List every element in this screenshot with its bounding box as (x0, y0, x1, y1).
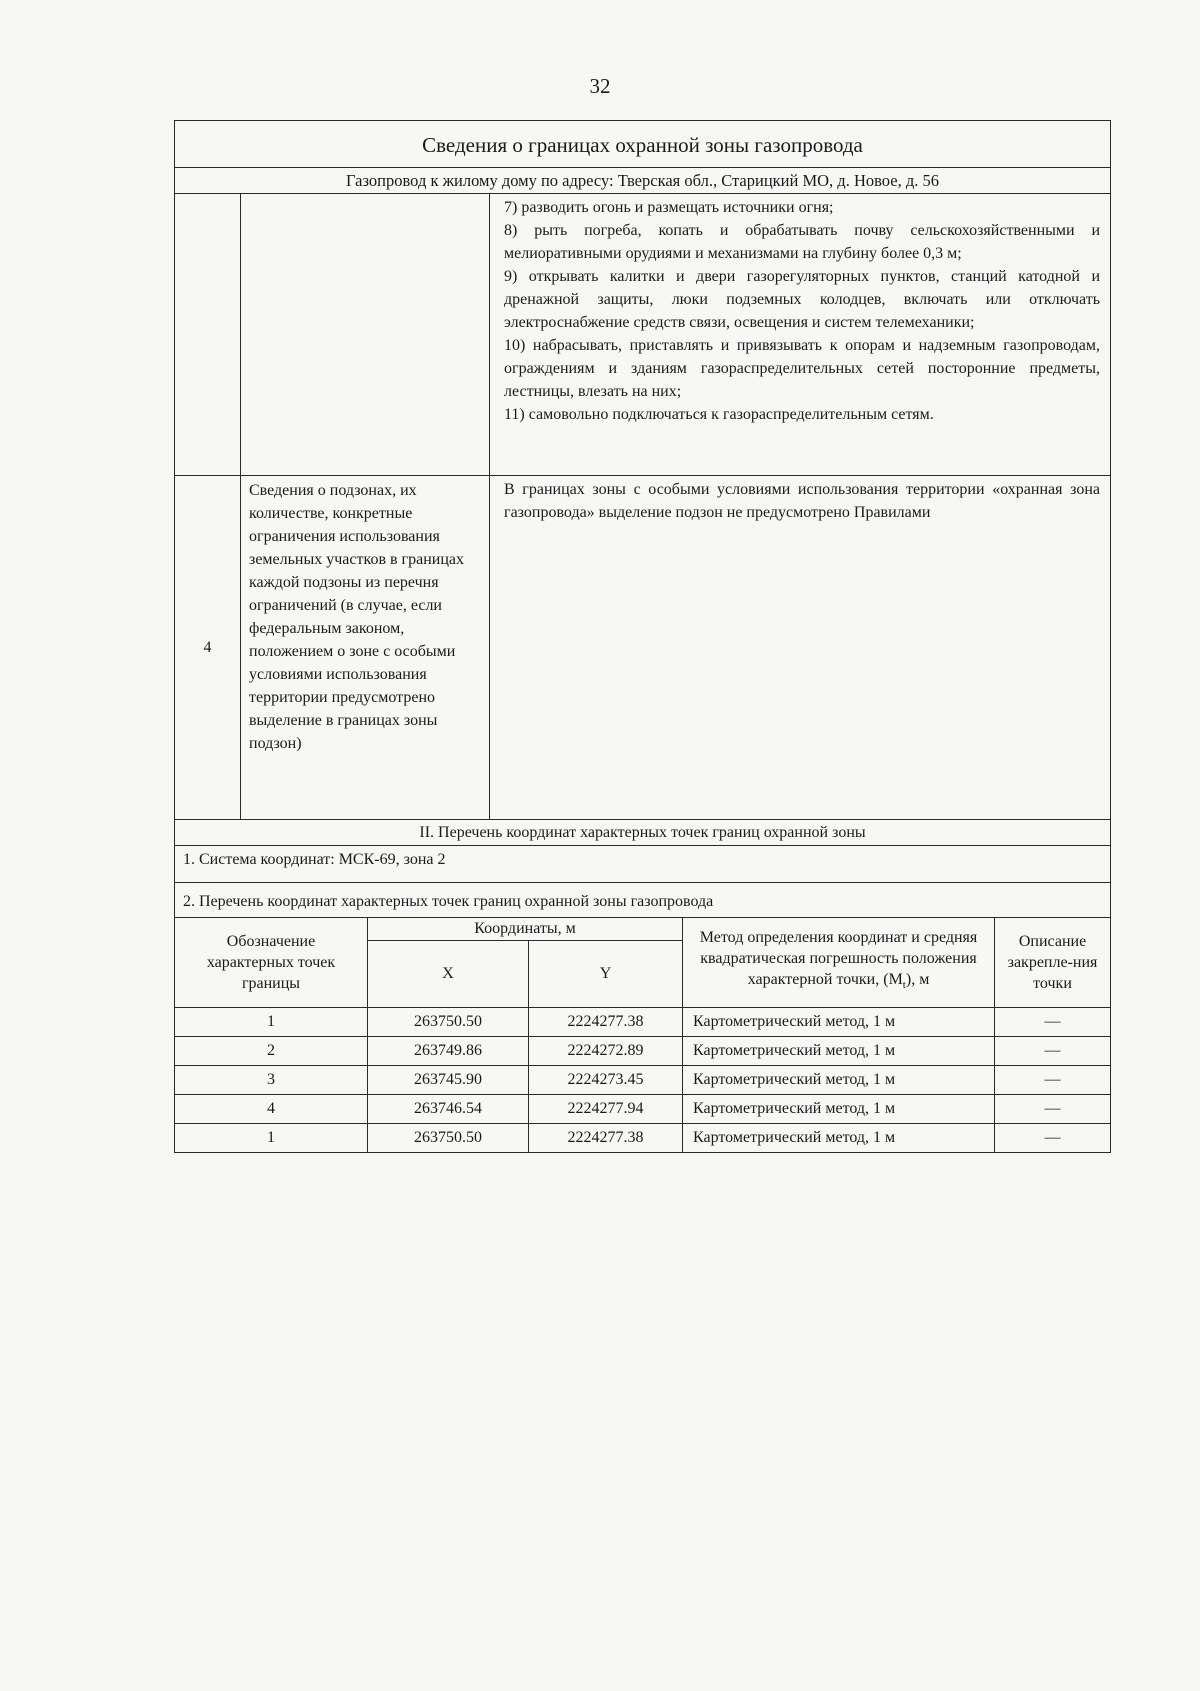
x-cell: 263750.50 (368, 1123, 529, 1152)
document (174, 120, 1110, 1153)
row-number: 4 (175, 476, 241, 820)
zone-info-table (174, 120, 1111, 918)
method-cell: Картометрический метод, 1 м (683, 1094, 995, 1123)
restrictions-row (175, 194, 1111, 476)
y-cell: 2224277.94 (529, 1094, 683, 1123)
description-header: Описание закрепле-ния точки (995, 917, 1111, 1007)
gas-pipeline-address: Газопровод к жилому дому по адресу: Тверская обл., Старицкий МО, д. Новое, д. 56 (175, 168, 1111, 194)
method-cell: Картометрический метод, 1 м (683, 1123, 995, 1152)
description-cell: — (995, 1065, 1111, 1094)
description-cell: — (995, 1094, 1111, 1123)
point-cell: 1 (175, 1123, 368, 1152)
table-row (175, 1036, 1111, 1065)
method-cell: Картометрический метод, 1 м (683, 1065, 995, 1094)
table-row (175, 1123, 1111, 1152)
point-cell: 1 (175, 1007, 368, 1036)
coordinates-table (174, 917, 1111, 1153)
x-cell: 263749.86 (368, 1036, 529, 1065)
page-number: 32 (589, 74, 611, 98)
description-cell: — (995, 1123, 1111, 1152)
table-row (175, 1065, 1111, 1094)
y-cell: 2224272.89 (529, 1036, 683, 1065)
subzones-label: Сведения о подзонах, их количестве, конкретные ограничения использования земельных участков в границах каждой подзоны из перечня ограничений (в случае, если федеральным законом, положением о зоне с особыми условиями использования территории предусмотрено выделение в границах зоны подзон) (241, 476, 490, 820)
point-header: Обозначение характерных точек границы (175, 917, 368, 1007)
method-cell: Картометрический метод, 1 м (683, 1007, 995, 1036)
method-header-text: Метод определения координат и средняя квадратическая погрешность положения характерной точки, (M (699, 929, 978, 989)
description-cell: — (995, 1007, 1111, 1036)
document-title: Сведения о границах охранной зоны газопровода (175, 121, 1111, 168)
method-header-subscript: t (902, 979, 906, 992)
restriction-item: 11) самовольно подключаться к газораспределительным сетям. (504, 406, 934, 423)
table-row (175, 1007, 1111, 1036)
subzones-row (175, 476, 1111, 820)
row-label-cell (241, 194, 490, 476)
y-header: Y (529, 940, 683, 1007)
section-title: II. Перечень координат характерных точек границ охранной зоны (175, 820, 1111, 846)
coordinates-header: Координаты, м (368, 917, 683, 940)
restriction-item: 10) набрасывать, приставлять и привязывать к опорам и надземным газопроводам, ограждениям и зданиям газораспределительных сетей посторонние предметы, лестницы, влезать на них; (504, 337, 1101, 400)
restriction-item: 9) открывать калитки и двери газорегуляторных пунктов, станций катодной и дренажной защиты, люки подземных колодцев, включать или отключать электроснабжение средств связи, освещения и систем телемеханики; (504, 268, 1101, 331)
y-cell: 2224277.38 (529, 1123, 683, 1152)
coordinate-system: 1. Система координат: МСК-69, зона 2 (175, 846, 1111, 883)
method-header-unit: ), м (905, 971, 930, 989)
restriction-item: 8) рыть погреба, копать и обрабатывать почву сельскохозяйственными и мелиоративными орудиями и механизмами на глубину более 0,3 м; (504, 222, 1101, 262)
x-cell: 263745.90 (368, 1065, 529, 1094)
y-cell: 2224277.38 (529, 1007, 683, 1036)
coordinates-list-title: 2. Перечень координат характерных точек границ охранной зоны газопровода (175, 883, 1111, 918)
x-cell: 263750.50 (368, 1007, 529, 1036)
subzones-content: В границах зоны с особыми условиями использования территории «охранная зона газопровода» выделение подзон не предусмотрено Правилами (490, 476, 1111, 820)
point-cell: 2 (175, 1036, 368, 1065)
point-cell: 3 (175, 1065, 368, 1094)
table-row (175, 1094, 1111, 1123)
y-cell: 2224273.45 (529, 1065, 683, 1094)
restriction-item: 7) разводить огонь и размещать источники огня; (504, 199, 834, 216)
x-header: X (368, 940, 529, 1007)
description-cell: — (995, 1036, 1111, 1065)
method-cell: Картометрический метод, 1 м (683, 1036, 995, 1065)
point-cell: 4 (175, 1094, 368, 1123)
x-cell: 263746.54 (368, 1094, 529, 1123)
method-header (683, 917, 995, 1007)
restrictions-list (490, 194, 1111, 476)
row-number-cell (175, 194, 241, 476)
